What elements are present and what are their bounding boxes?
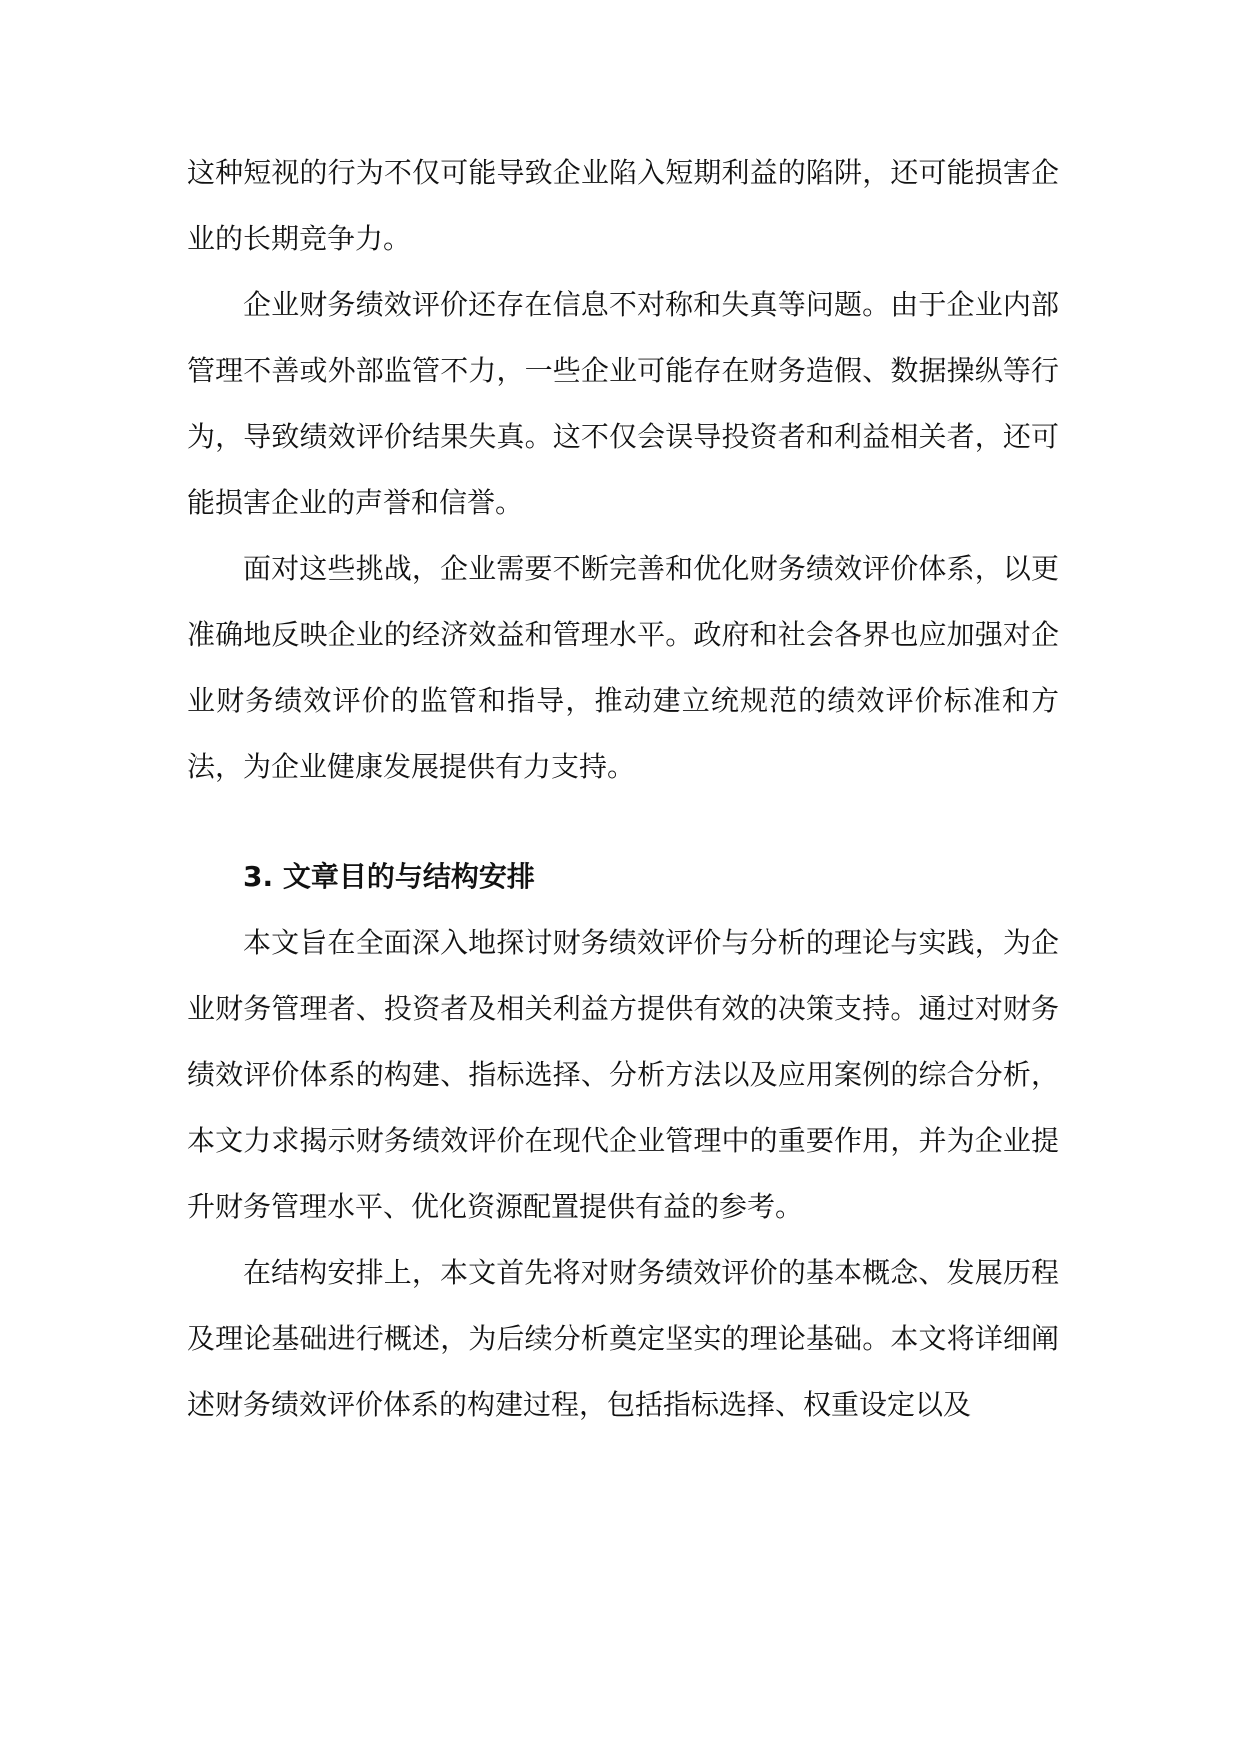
- paragraph-structure: 在结构安排上，本文首先将对财务绩效评价的基本概念、发展历程及理论基础进行概述，为后续分析奠定坚实的理论基础。本文将详细阐述财务绩效评价体系的构建过程，包括指标选择、权重设定以及: [187, 1256, 1059, 1421]
- section-heading: 3. 文章目的与结构安排: [243, 860, 535, 893]
- paragraph-purpose: 本文旨在全面深入地探讨财务绩效评价与分析的理论与实践，为企业财务管理者、投资者及相关利益方提供有效的决策支持。通过对财务绩效评价体系的构建、指标选择、分析方法以及应用案例的综合分析，本文力求揭示财务绩效评价在现代企业管理中的重要作用，并为企业提升财务管理水平、优化资源配置提供有益的参考。: [187, 926, 1059, 1223]
- document-body: [187, 140, 1059, 1438]
- paragraph-continuation: 这种短视的行为不仅可能导致企业陷入短期利益的陷阱，还可能损害企业的长期竞争力。: [187, 156, 1059, 255]
- paragraph-challenges: 面对这些挑战，企业需要不断完善和优化财务绩效评价体系，以更准确地反映企业的经济效益和管理水平。政府和社会各界也应加强对企业财务绩效评价的监管和指导，推动建立统规范的绩效评价标准和方法，为企业健康发展提供有力支持。: [187, 552, 1059, 783]
- paragraph-information-asymmetry: 企业财务绩效评价还存在信息不对称和失真等问题。由于企业内部管理不善或外部监管不力，一些企业可能存在财务造假、数据操纵等行为，导致绩效评价结果失真。这不仅会误导投资者和利益相关者，还可能损害企业的声誉和信誉。: [187, 288, 1059, 519]
